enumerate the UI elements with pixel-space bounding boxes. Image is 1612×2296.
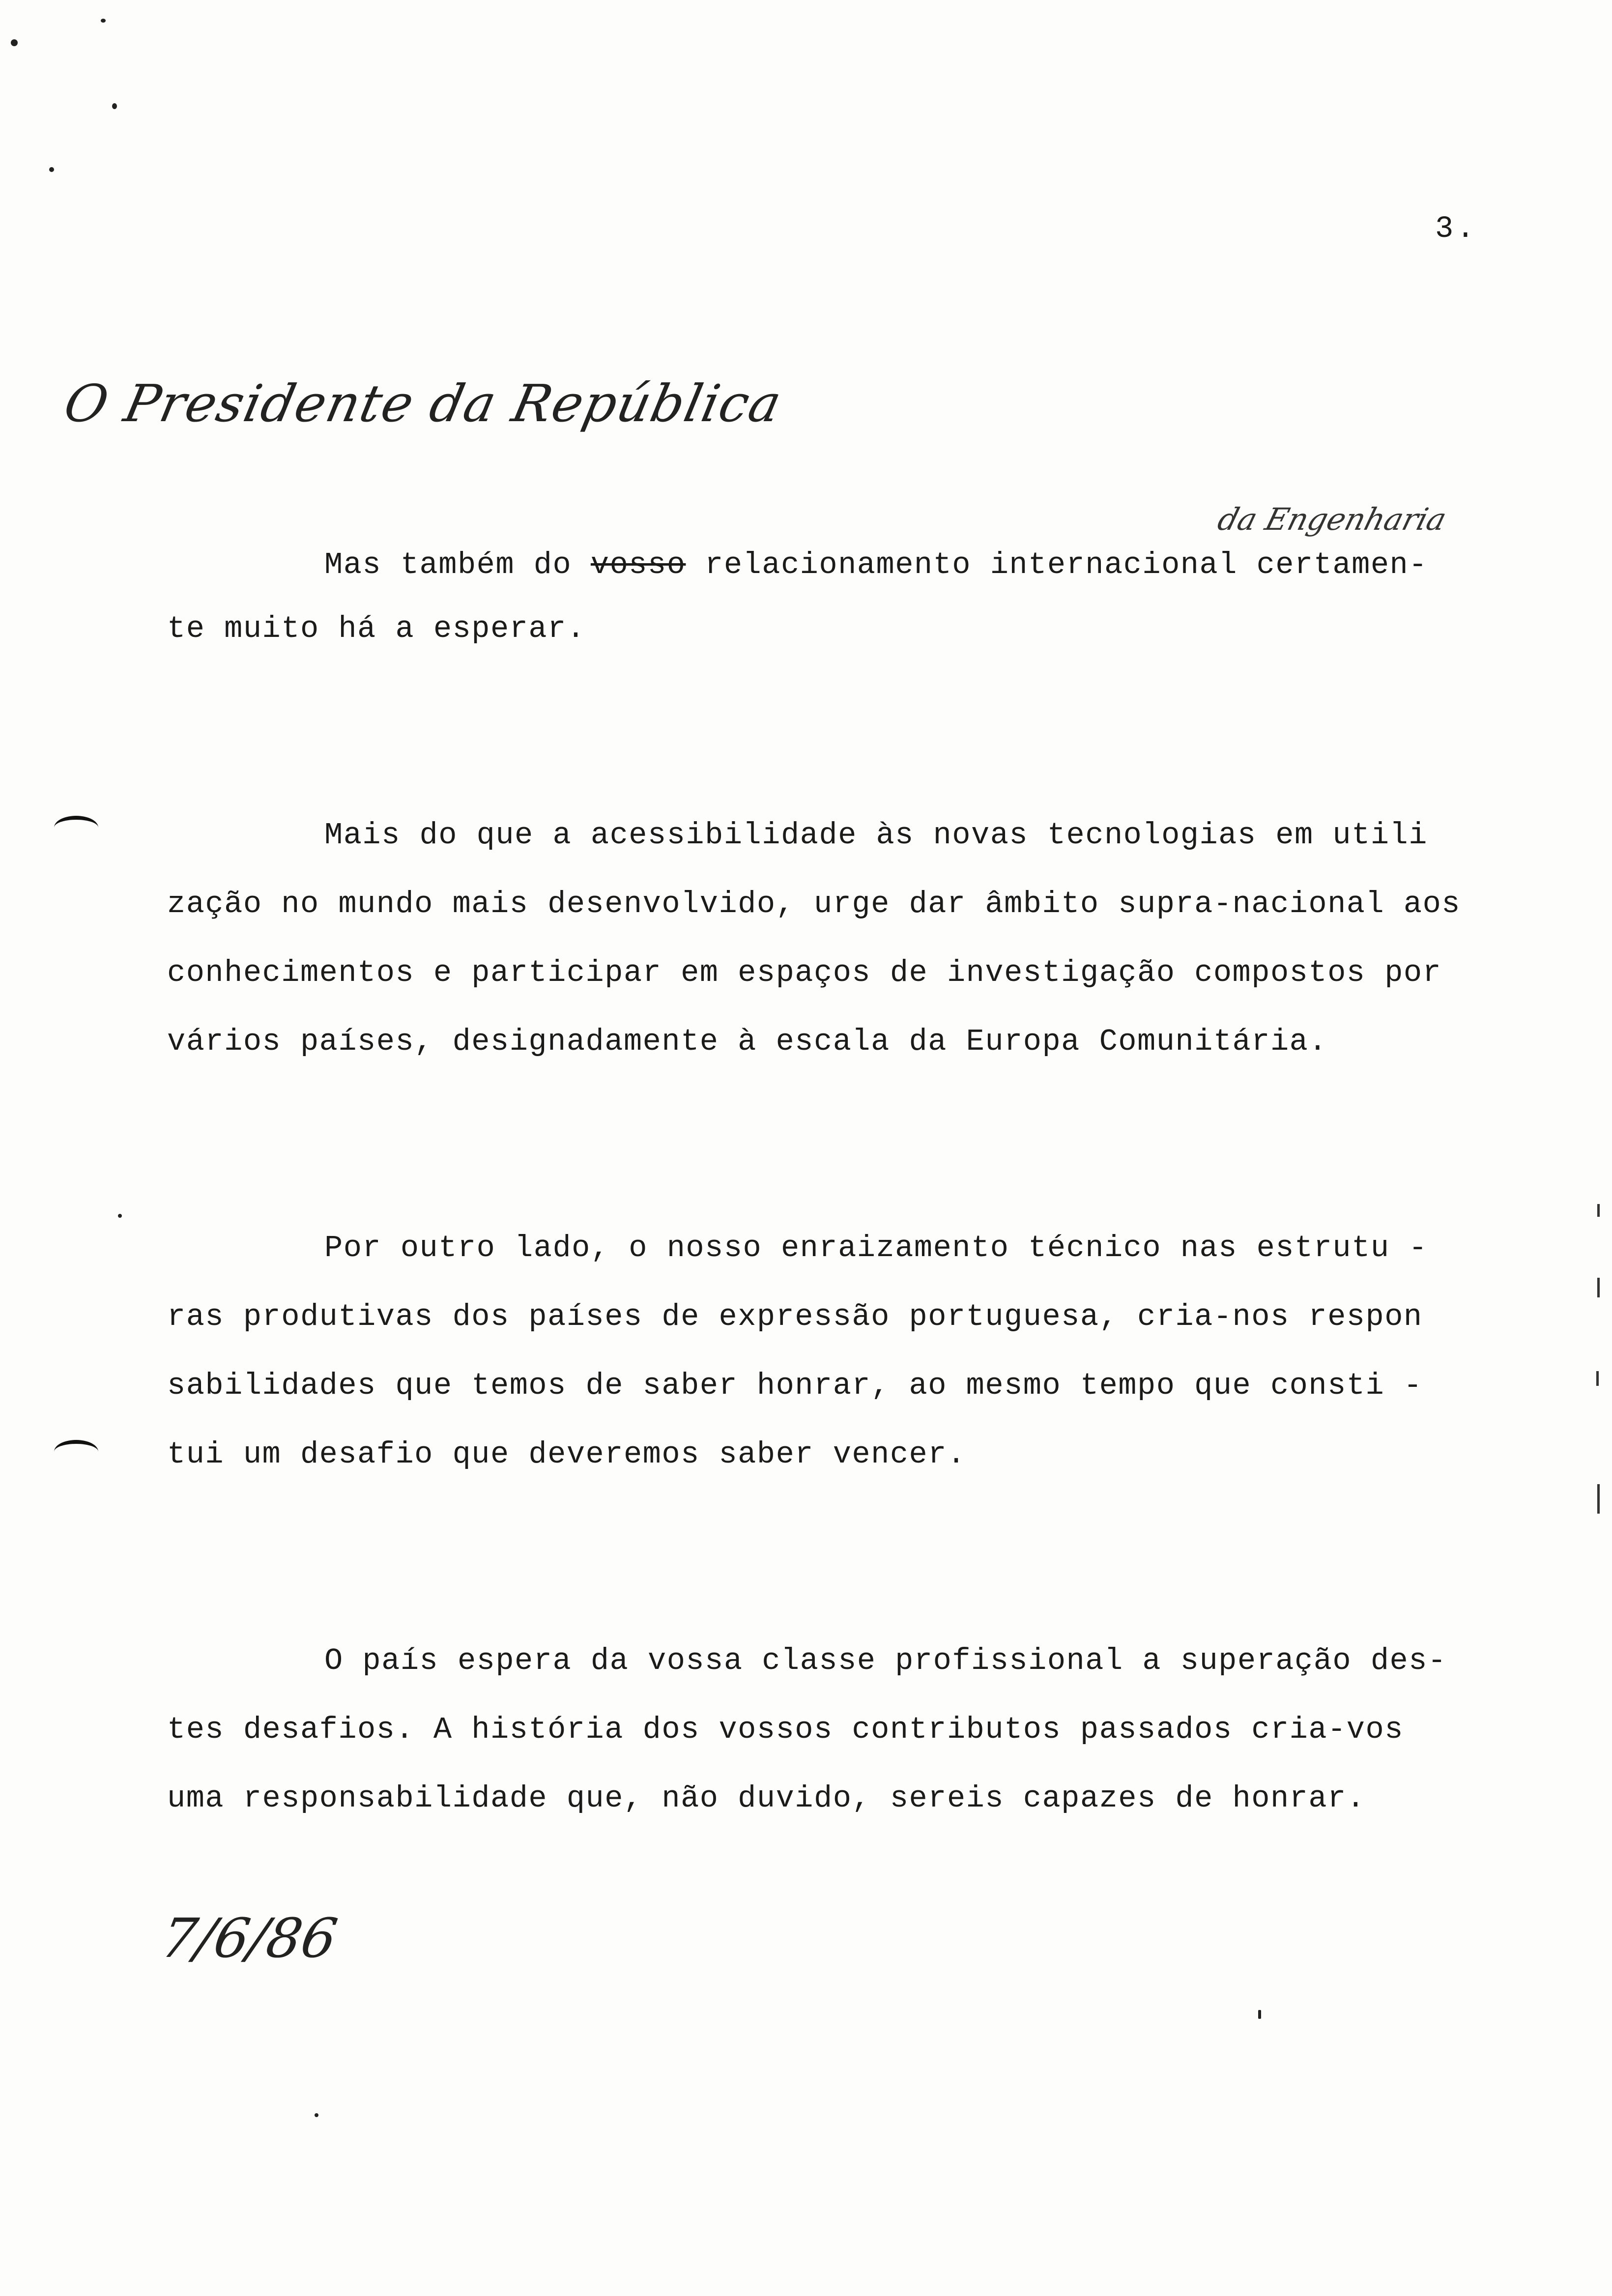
scan-speck	[315, 2113, 318, 2117]
text-segment: Mas também do	[324, 547, 591, 582]
scan-speck	[101, 19, 106, 23]
paragraph-3-line-2: ras produtivas dos países de expressão portuguesa, cria-nos respon	[167, 1299, 1423, 1334]
page-edge-mark	[1597, 1484, 1600, 1514]
paragraph-3-line-3: sabilidades que temos de saber honrar, ao mesmo tempo que consti -	[167, 1368, 1423, 1403]
paragraph-4-line-1: O país espera da vossa classe profissional a superação des-	[324, 1643, 1447, 1678]
scan-speck	[118, 1214, 122, 1218]
paragraph-2-line-1: Mais do que a acessibilidade às novas tecnologias em utili	[324, 818, 1428, 853]
paragraph-3-line-1: Por outro lado, o nosso enraizamento técnico nas estrutu -	[324, 1231, 1428, 1265]
paragraph-2-line-4: vários países, designadamente à escala da Europa Comunitária.	[167, 1024, 1328, 1059]
handwritten-annotation: da Engenharia	[1214, 501, 1450, 537]
page-edge-mark	[1597, 1278, 1600, 1297]
paragraph-2-line-2: zação no mundo mais desenvolvido, urge dar âmbito supra-nacional aos	[167, 887, 1461, 921]
handwritten-date: 7/6/86	[156, 1907, 342, 1970]
scan-speck	[11, 39, 18, 46]
struck-word: vosso	[590, 547, 686, 582]
page-edge-mark	[1596, 1371, 1599, 1386]
paragraph-1-line-2: te muito há a esperar.	[167, 611, 586, 646]
paragraph-3-line-4: tui um desafio que deveremos saber vencer.	[167, 1437, 966, 1472]
scan-speck	[112, 103, 117, 109]
paragraph-4-line-2: tes desafios. A história dos vossos contributos passados cria-vos	[167, 1712, 1404, 1747]
paragraph-2-line-3: conhecimentos e participar em espaços de investigação compostos por	[167, 955, 1442, 990]
page-edge-mark	[1597, 1204, 1600, 1217]
paragraph-1-line-1	[324, 531, 1428, 600]
letterhead: O Presidente da República	[59, 373, 788, 433]
scan-speck	[49, 167, 54, 172]
scan-speck	[1258, 2010, 1261, 2019]
margin-arc-mark	[54, 1440, 98, 1464]
page-number: 3.	[1435, 211, 1478, 246]
margin-arc-mark	[54, 816, 98, 839]
paragraph-4-line-3: uma responsabilidade que, não duvido, sereis capazes de honrar.	[167, 1781, 1366, 1816]
text-segment: relacionamento internacional certamen-	[686, 547, 1428, 582]
